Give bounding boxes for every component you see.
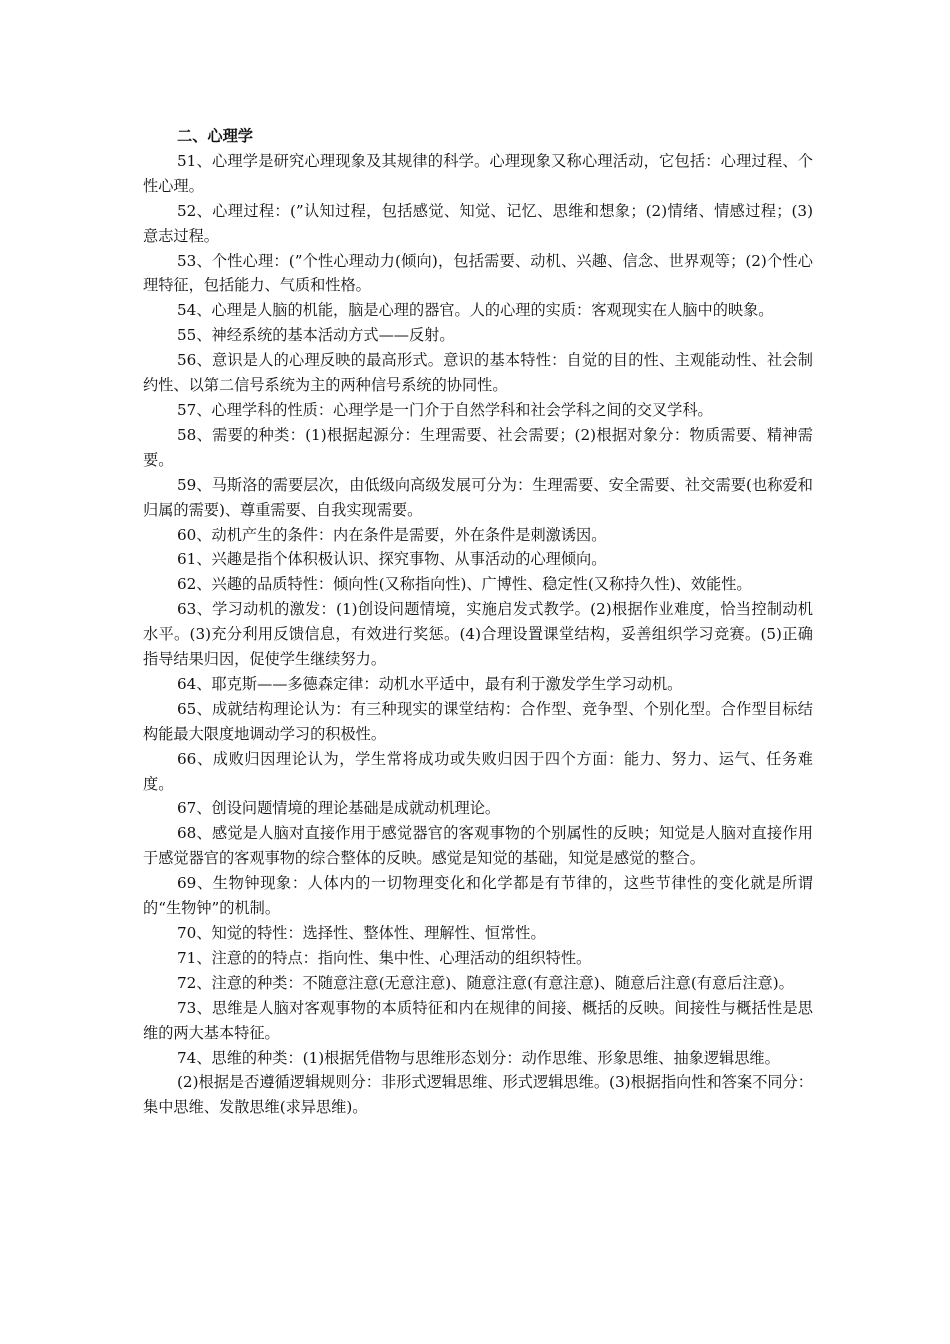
paragraph-57: 57、心理学科的性质：心理学是一门介于自然学科和社会学科之间的交叉学科。: [177, 400, 713, 419]
document-body: [143, 124, 813, 1120]
paragraph-61: 61、兴趣是指个体积极认识、探究事物、从事活动的心理倾向。: [177, 550, 607, 569]
paragraph-68: 68、感觉是人脑对直接作用于感觉器官的客观事物的个别属性的反映；知觉是人脑对直接作用于感觉器官的客观事物的综合整体的反映。感觉是知觉的基础，知觉是感觉的整合。: [143, 824, 813, 868]
paragraph-65: 65、成就结构理论认为：有三种现实的课堂结构：合作型、竞争型、个别化型。合作型目标结构能最大限度地调动学习的积极性。: [143, 699, 813, 743]
section-heading: 二、心理学: [177, 127, 253, 145]
paragraph-55: 55、神经系统的基本活动方式——反射。: [177, 326, 455, 345]
paragraph-74-continued: (2)根据是否遵循逻辑规则分：非形式逻辑思维、形式逻辑思维。(3)根据指向性和答案不同分：集中思维、发散思维(求异思维)。: [143, 1073, 813, 1117]
paragraph-63: 63、学习动机的激发：(1)创设问题情境，实施启发式教学。(2)根据作业难度，恰当控制动机水平。(3)充分利用反馈信息，有效进行奖惩。(4)合理设置课堂结构，妥善组织学习竞赛。(5)正确指导结果归因，促使学生继续努力。: [143, 600, 813, 669]
paragraph-54: 54、心理是人脑的机能，脑是心理的器官。人的心理的实质：客观现实在人脑中的映象。: [177, 301, 774, 320]
paragraph-60: 60、动机产生的条件：内在条件是需要，外在条件是刺激诱因。: [177, 525, 607, 544]
paragraph-56: 56、意识是人的心理反映的最高形式。意识的基本特性：自觉的目的性、主观能动性、社会制约性、以第二信号系统为主的两种信号系统的协同性。: [143, 351, 813, 395]
paragraph-62: 62、兴趣的品质特性：倾向性(又称指向性)、广博性、稳定性(又称持久性)、效能性。: [177, 575, 752, 594]
paragraph-59: 59、马斯洛的需要层次，由低级向高级发展可分为：生理需要、安全需要、社交需要(也称爱和归属的需要)、尊重需要、自我实现需要。: [143, 475, 813, 519]
paragraph-71: 71、注意的的特点：指向性、集中性、心理活动的组织特性。: [177, 948, 592, 967]
paragraph-74: 74、思维的种类：(1)根据凭借物与思维形态划分：动作思维、形象思维、抽象逻辑思维。: [177, 1048, 780, 1067]
paragraph-51: 51、心理学是研究心理现象及其规律的科学。心理现象又称心理活动，它包括：心理过程、个性心理。: [143, 151, 813, 195]
paragraph-64: 64、耶克斯——多德森定律：动机水平适中，最有利于激发学生学习动机。: [177, 674, 683, 693]
paragraph-67: 67、创设问题情境的理论基础是成就动机理论。: [177, 799, 501, 818]
paragraph-52: 52、心理过程：(”认知过程，包括感觉、知觉、记忆、思维和想象；(2)情绪、情感过程；(3)意志过程。: [143, 201, 813, 245]
paragraph-66: 66、成败归因理论认为，学生常将成功或失败归因于四个方面：能力、努力、运气、任务难度。: [143, 749, 813, 793]
paragraph-73: 73、思维是人脑对客观事物的本质特征和内在规律的间接、概括的反映。间接性与概括性是思维的两大基本特征。: [143, 998, 813, 1042]
paragraph-69: 69、生物钟现象：人体内的一切物理变化和化学都是有节律的，这些节律性的变化就是所谓的“生物钟”的机制。: [143, 874, 813, 918]
paragraph-72: 72、注意的种类：不随意注意(无意注意)、随意注意(有意注意)、随意后注意(有意后注意)。: [177, 973, 794, 992]
paragraph-53: 53、个性心理：(”个性心理动力(倾向)，包括需要、动机、兴趣、信念、世界观等；(2)个性心理特征，包括能力、气质和性格。: [143, 251, 813, 295]
paragraph-58: 58、需要的种类：(1)根据起源分：生理需要、社会需要；(2)根据对象分：物质需要、精神需要。: [143, 425, 813, 469]
paragraph-70: 70、知觉的特性：选择性、整体性、理解性、恒常性。: [177, 924, 546, 942]
